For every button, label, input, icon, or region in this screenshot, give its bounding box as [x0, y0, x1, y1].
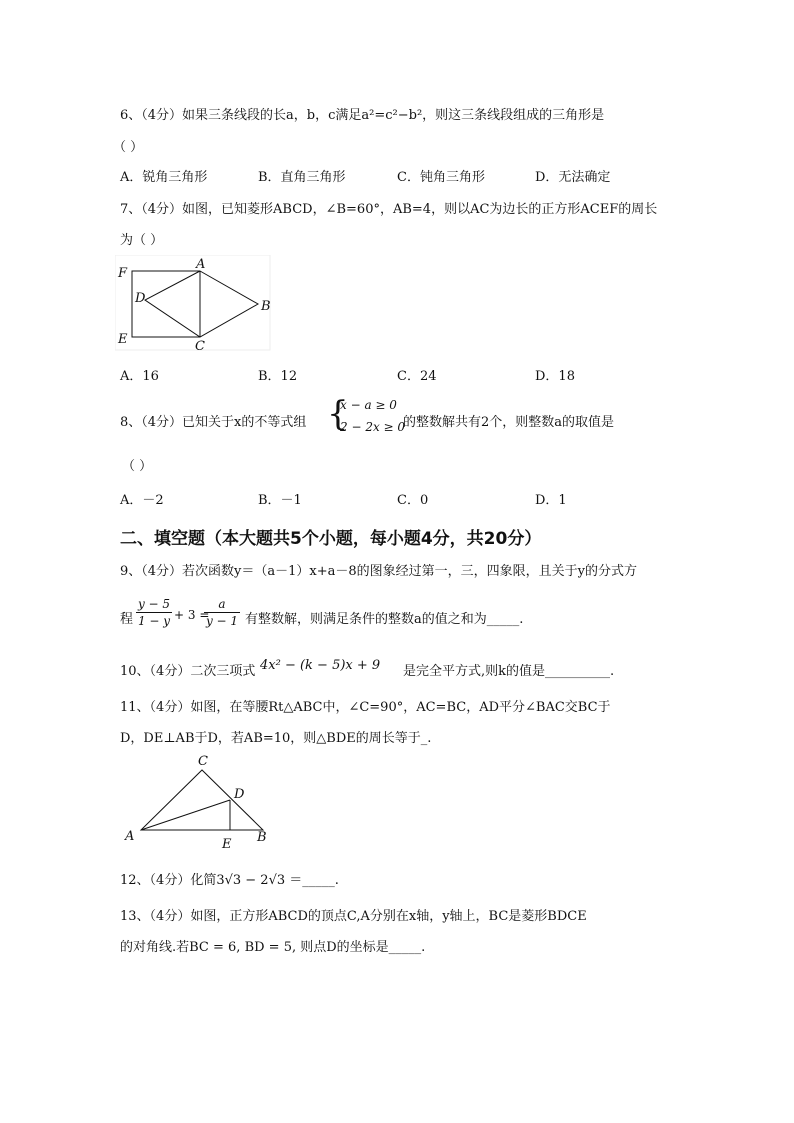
q7-stem: 7、（4分）如图，已知菱形ABCD，∠B=60°，AB=4，则以AC为边长的正方形ACEF的周长: [120, 202, 658, 217]
q8-answer-paren: （ ）: [122, 459, 153, 474]
q8-option-b: B．－1: [258, 493, 302, 508]
q8-option-d: D．1: [535, 493, 567, 508]
q10-stem-suffix: 是完全平方式,则k的值是__________.: [403, 664, 615, 679]
q6-stem: 6、（4分）如果三条线段的长a，b，c满足a²=c²−b²，则这三条线段组成的三角形是: [120, 108, 605, 123]
q7-rhombus-square-figure: [115, 255, 275, 355]
q13-stem: 13、（4分）如图，正方形ABCD的顶点C,A分别在x轴，y轴上，BC是菱形BDCE: [120, 909, 587, 924]
q6-option-c: C．钝角三角形: [397, 170, 485, 185]
q11-triangle-figure: [120, 752, 280, 852]
q7-rhombus-abcd: [145, 271, 258, 337]
q7-label-f: F: [118, 266, 128, 281]
q7-label-a: A: [196, 257, 206, 272]
q11-label-b: B: [257, 830, 267, 845]
q7-option-a: A．16: [120, 369, 159, 384]
q9-fraction-2-denominator: y − 1: [205, 614, 239, 628]
q10-expression: 4x² − (k − 5)x + 9: [260, 658, 381, 673]
q11-stem-continued: D，DE⊥AB于D，若AB=10，则△BDE的周长等于_.: [120, 731, 432, 746]
q7-label-c: C: [195, 339, 205, 354]
q8-inequality-2: 2 − 2x ≥ 0: [340, 420, 406, 434]
q9-fraction-2: [204, 596, 240, 629]
q8-stem-prefix: 8、（4分）已知关于x的不等式组: [120, 415, 307, 430]
q6-option-b: B．直角三角形: [258, 170, 346, 185]
q6-option-a: A．锐角三角形: [120, 170, 208, 185]
q7-label-d: D: [135, 291, 146, 306]
q8-inequality-system: [340, 394, 405, 438]
q8-option-c: C．0: [397, 493, 429, 508]
q8-system-brace: {: [327, 394, 349, 434]
q9-equation-middle: + 3 =: [174, 608, 210, 622]
q7-label-b: B: [261, 299, 271, 314]
q8-option-a: A．－2: [120, 493, 164, 508]
q9-stem-suffix: 有整数解，则满足条件的整数a的值之和为_____.: [245, 612, 524, 627]
q11-stem: 11、（4分）如图，在等腰Rt△ABC中，∠C=90°，AC=BC，AD平分∠BAC交BC于: [120, 700, 611, 715]
q11-triangle-abc: [141, 770, 263, 830]
q7-label-e: E: [118, 332, 128, 347]
q11-label-a: A: [125, 829, 135, 844]
q8-stem-suffix: 的整数解共有2个，则整数a的取值是: [403, 415, 615, 430]
q10-stem-prefix: 10、（4分）二次三项式: [120, 664, 256, 679]
q11-segment-ad: [141, 800, 230, 830]
q6-option-d: D．无法确定: [535, 170, 611, 185]
q13-stem-continued: 的对角线.若BC = 6, BD = 5, 则点D的坐标是_____.: [120, 940, 426, 955]
q12-stem: 12、（4分）化简3√3 − 2√3 ＝_____.: [120, 873, 339, 888]
q9-stem: 9、（4分）若次函数y＝（a－1）x+a－8的图象经过第一，三，四象限，且关于y的分式方: [120, 564, 637, 579]
q9-fraction-2-numerator: a: [218, 597, 226, 611]
q9-fraction-1-denominator: 1 − y: [137, 614, 171, 628]
q9-fraction-1-numerator: y − 5: [137, 597, 171, 611]
q7-option-c: C．24: [397, 369, 437, 384]
section-2-heading: 二、填空题（本大题共5个小题，每小题4分，共20分）: [120, 529, 542, 549]
q9-fraction-1: [136, 596, 172, 629]
q7-option-b: B．12: [258, 369, 298, 384]
q11-label-c: C: [198, 754, 208, 769]
q11-label-e: E: [222, 837, 232, 852]
q7-option-d: D．18: [535, 369, 575, 384]
q6-answer-paren: （ ）: [113, 140, 144, 155]
q8-inequality-1: x − a ≥ 0: [340, 398, 397, 412]
q11-label-d: D: [234, 787, 245, 802]
q9-prefix: 程: [120, 612, 134, 627]
q7-stem-continued: 为（ ）: [120, 233, 164, 248]
